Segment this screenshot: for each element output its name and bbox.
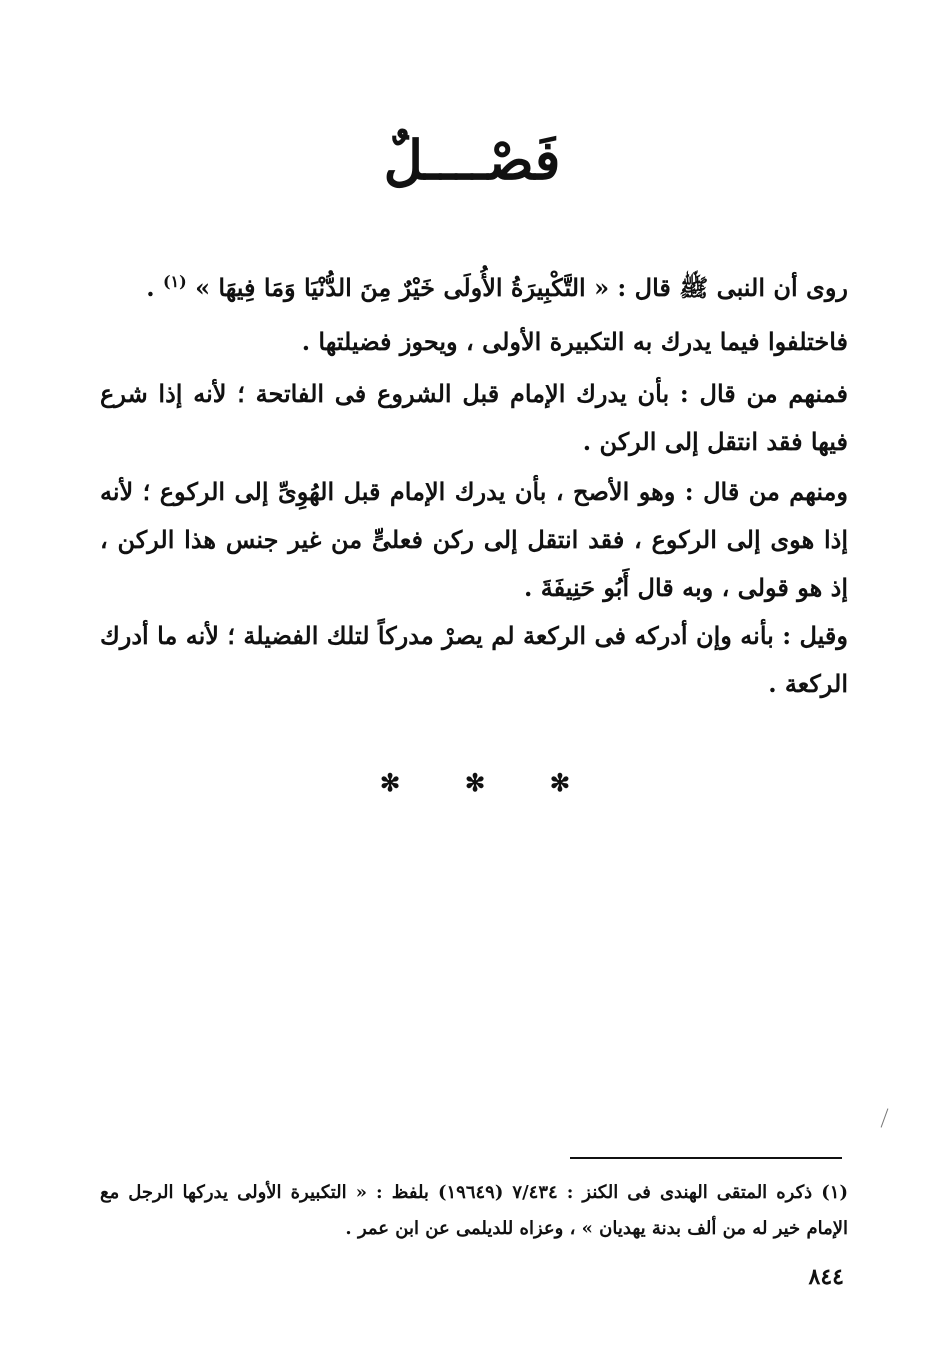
section-title: فَصْــــلٌ <box>383 128 561 192</box>
paragraph-end: . <box>146 273 155 302</box>
footnote: (١) ذكره المتقى الهندى فى الكنز : ٧/٤٣٤ (١٩٦٤٩) بلفظ : « التكبيرة الأولى يدركها الرجل مع الإمام خير له من ألف بدنة يهديان » ، وعزاه للديلمى عن ابن عمر . <box>100 1182 848 1239</box>
scan-mark <box>881 1108 889 1127</box>
paragraph: وقيل : بأنه وإن أدركه فى الركعة لم يصرْ مدركاً لتلك الفضيلة ؛ لأنه ما أدرك الركعة . <box>100 621 848 698</box>
paragraph-text: روى أن النبى ﷺ قال : « التَّكْبِيرَةُ الأُولَى خَيْرٌ مِنَ الدُّنْيَا وَمَا فِيهَا » <box>195 273 848 302</box>
footnote-reference: (١) <box>162 272 187 291</box>
asterism-icon: ✻ <box>464 768 486 797</box>
footnote-divider <box>570 1157 842 1159</box>
section-separator <box>380 768 570 797</box>
paragraph-hadith <box>100 258 848 312</box>
paragraph: ومنهم من قال : وهو الأصح ، بأن يدرك الإمام قبل الهُوِىِّ إلى الركوع ؛ لأنه إذا هوى إلى الركوع ، فقد انتقل إلى ركن فعلىٍّ من غير جنس هذا الركن ، إذ هو قولى ، وبه قال أَبُو حَنِيفَةَ . <box>100 477 849 602</box>
asterism-icon: ✻ <box>380 768 401 797</box>
asterism-icon: ✻ <box>549 768 570 797</box>
paragraph: فاختلفوا فيما يدرك به التكبيرة الأولى ، ويحوز فضيلتها . <box>301 327 848 356</box>
paragraph: فمنهم من قال : بأن يدرك الإمام قبل الشروع فى الفاتحة ؛ لأنه إذا شرع فيها فقد انتقل إلى الركن . <box>100 379 848 456</box>
page-number: ٨٤٤ <box>808 1264 844 1290</box>
